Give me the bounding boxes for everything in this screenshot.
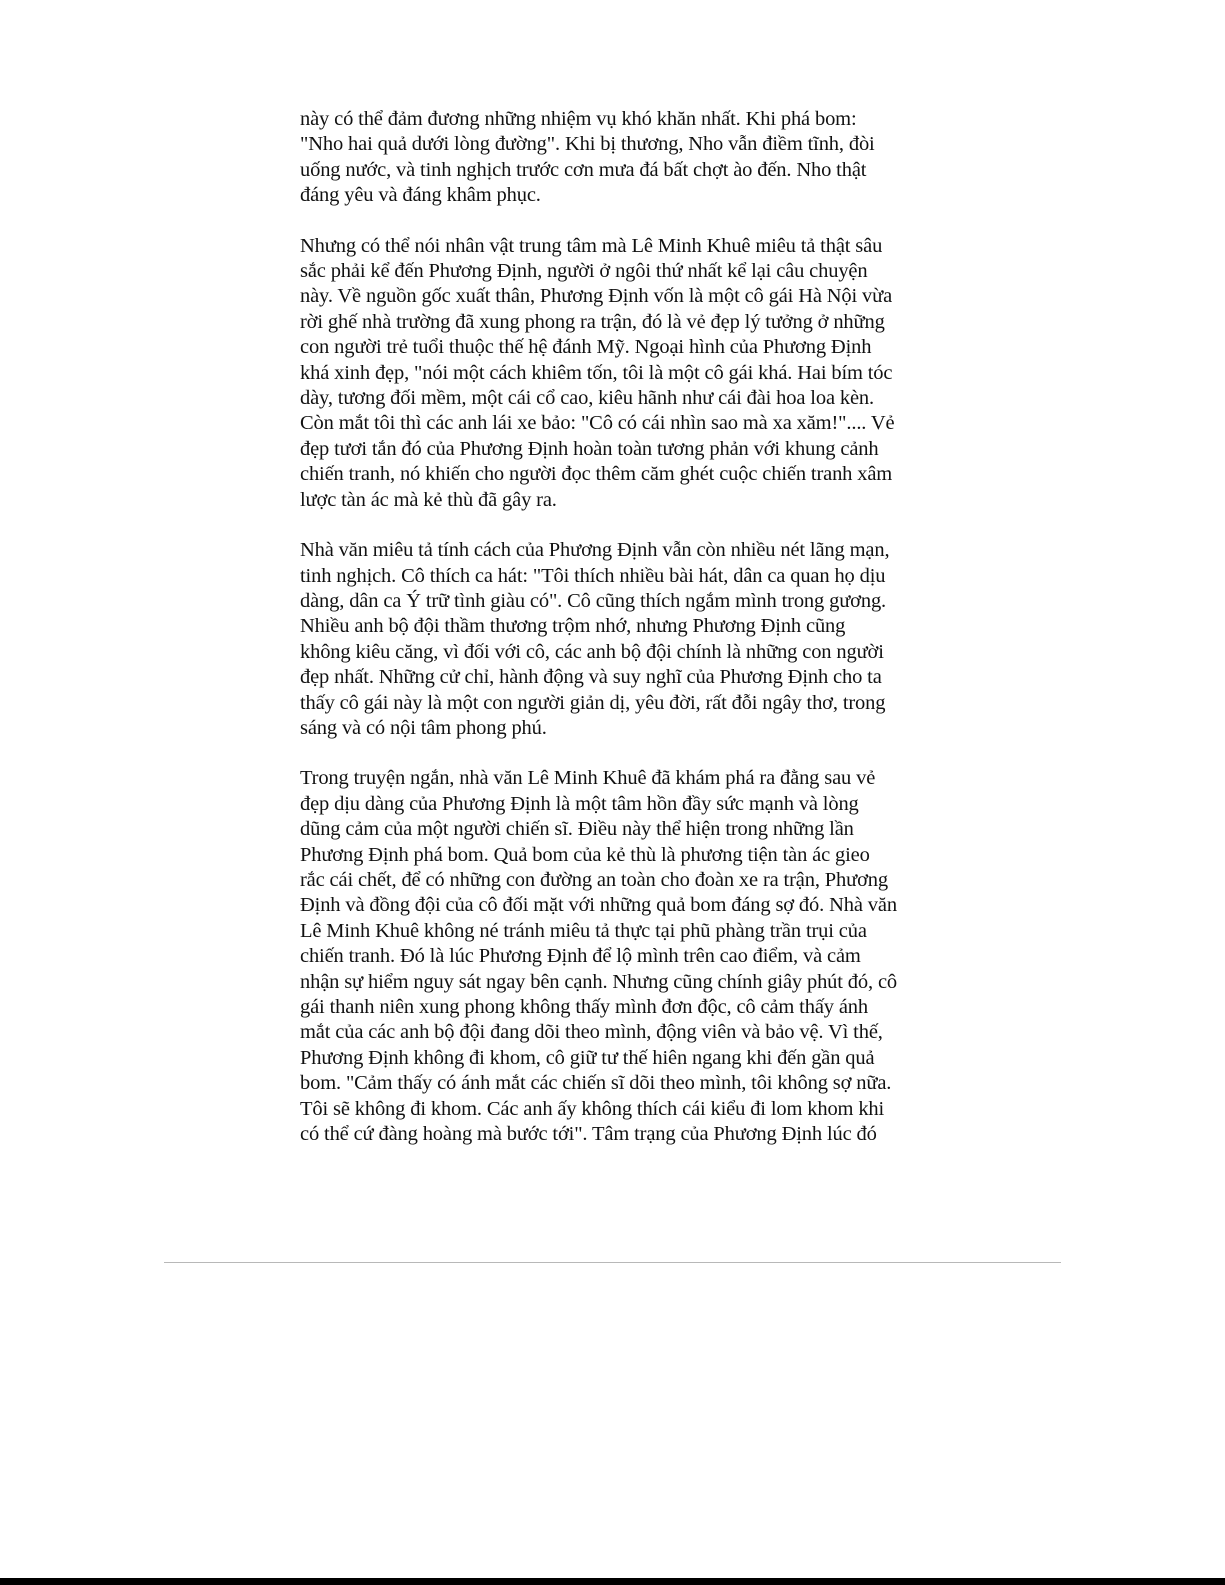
text-line: Nhưng có thể nói nhân vật trung tâm mà Lê Minh Khuê miêu tả thật sâu bbox=[300, 234, 883, 257]
text-line: đẹp dịu dàng của Phương Định là một tâm hồn đầy sức mạnh và lòng bbox=[300, 792, 859, 815]
paragraph-4 bbox=[300, 766, 930, 1147]
text-line: con người trẻ tuổi thuộc thế hệ đánh Mỹ. Ngoại hình của Phương Định bbox=[300, 336, 872, 359]
text-line: chiến tranh. Đó là lúc Phương Định để lộ mình trên cao điểm, và cảm bbox=[300, 945, 861, 968]
paragraph-2 bbox=[300, 234, 930, 513]
text-line: sắc phải kể đến Phương Định, người ở ngôi thứ nhất kể lại câu chuyện bbox=[300, 260, 868, 283]
text-line: rời ghế nhà trường đã xung phong ra trận, đó là vẻ đẹp lý tưởng ở những bbox=[300, 310, 885, 333]
text-line: Nhiều anh bộ đội thầm thương trộm nhớ, nhưng Phương Định cũng bbox=[300, 615, 846, 638]
body-text bbox=[300, 107, 930, 1172]
text-line: chiến tranh, nó khiến cho người đọc thêm căm ghét cuộc chiến tranh xâm bbox=[300, 463, 893, 486]
text-line: dũng cảm của một người chiến sĩ. Điều này thể hiện trong những lần bbox=[300, 818, 854, 841]
text-line: có thể cứ đàng hoàng mà bước tới". Tâm trạng của Phương Định lúc đó bbox=[300, 1123, 877, 1146]
text-line: này. Về nguồn gốc xuất thân, Phương Định vốn là một cô gái Hà Nội vừa bbox=[300, 285, 893, 308]
text-line: Tôi sẽ không đi khom. Các anh ấy không thích cái kiểu đi lom khom khi bbox=[300, 1097, 885, 1120]
text-line: Định và đồng đội của cô đối mặt với những quả bom đáng sợ đó. Nhà văn bbox=[300, 894, 897, 917]
text-line: thấy cô gái này là một con người giản dị, yêu đời, rất đỗi ngây thơ, trong bbox=[300, 691, 886, 714]
text-line: Phương Định phá bom. Quả bom của kẻ thù là phương tiện tàn ác gieo bbox=[300, 843, 870, 866]
text-line: sáng và có nội tâm phong phú. bbox=[300, 716, 547, 739]
text-line: đáng yêu và đáng khâm phục. bbox=[300, 184, 541, 207]
text-line: không kiêu căng, vì đối với cô, các anh bộ đội chính là những con người bbox=[300, 640, 884, 663]
text-line: lược tàn ác mà kẻ thù đã gây ra. bbox=[300, 488, 557, 511]
text-line: Trong truyện ngắn, nhà văn Lê Minh Khuê đã khám phá ra đằng sau vẻ bbox=[300, 767, 876, 790]
text-line: khá xinh đẹp, "nói một cách khiêm tốn, tôi là một cô gái khá. Hai bím tóc bbox=[300, 361, 893, 384]
text-line: đẹp tươi tắn đó của Phương Định hoàn toàn tương phản với khung cảnh bbox=[300, 437, 879, 460]
text-line: Lê Minh Khuê không né tránh miêu tả thực tại phũ phàng trần trụi của bbox=[300, 919, 867, 942]
text-line: Phương Định không đi khom, cô giữ tư thế hiên ngang khi đến gần quả bbox=[300, 1046, 875, 1069]
text-line: này có thể đảm đương những nhiệm vụ khó khăn nhất. Khi phá bom: bbox=[300, 108, 857, 130]
paragraph-1 bbox=[300, 107, 930, 209]
text-line: đẹp nhất. Những cử chỉ, hành động và suy nghĩ của Phương Định cho ta bbox=[300, 666, 882, 689]
text-line: uống nước, và tinh nghịch trước cơn mưa đá bất chợt ào đến. Nho thật bbox=[300, 158, 867, 181]
text-line: "Nho hai quả dưới lòng đường". Khi bị thương, Nho vẫn điềm tĩnh, đòi bbox=[300, 133, 875, 156]
bottom-edge-bar bbox=[0, 1578, 1225, 1585]
footer-divider bbox=[164, 1262, 1061, 1263]
text-line: mắt của các anh bộ đội đang dõi theo mình, động viên và bảo vệ. Vì thế, bbox=[300, 1021, 883, 1044]
text-line: Nhà văn miêu tả tính cách của Phương Định vẫn còn nhiều nét lãng mạn, bbox=[300, 539, 890, 562]
text-line: bom. "Cảm thấy có ánh mắt các chiến sĩ dõi theo mình, tôi không sợ nữa. bbox=[300, 1072, 892, 1095]
text-line: rắc cái chết, để có những con đường an toàn cho đoàn xe ra trận, Phương bbox=[300, 868, 888, 891]
text-line: Còn mắt tôi thì các anh lái xe bảo: "Cô có cái nhìn sao mà xa xăm!".... Vẻ bbox=[300, 412, 895, 435]
text-line: nhận sự hiểm nguy sát ngay bên cạnh. Nhưng cũng chính giây phút đó, cô bbox=[300, 970, 897, 993]
text-line: dày, tương đối mềm, một cái cổ cao, kiêu hãnh như cái đài hoa loa kèn. bbox=[300, 387, 874, 410]
text-line: gái thanh niên xung phong không thấy mình đơn độc, cô cảm thấy ánh bbox=[300, 996, 868, 1018]
text-line: tinh nghịch. Cô thích ca hát: "Tôi thích nhiều bài hát, dân ca quan họ dịu bbox=[300, 564, 886, 587]
text-line: dàng, dân ca Ý trữ tình giàu có". Cô cũng thích ngắm mình trong gương. bbox=[300, 589, 887, 612]
paragraph-3 bbox=[300, 538, 930, 741]
